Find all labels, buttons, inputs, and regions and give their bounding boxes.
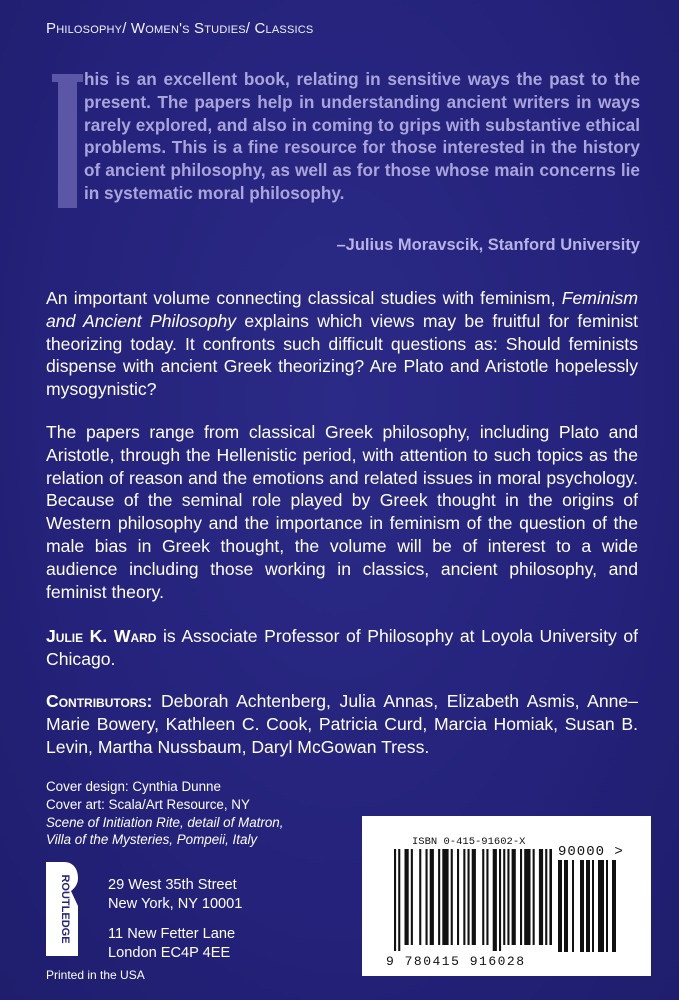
author-bio bbox=[46, 625, 638, 671]
barcode-bar bbox=[572, 860, 574, 952]
barcode-bar bbox=[598, 860, 604, 952]
contributors-names: Deborah Achtenberg, Julia Annas, Elizabeth Asmis, Anne–Marie Bowery, Kathleen C. Cook, Patricia Curd, Marcia Homiak, Susan B. Levin, Martha Nussbaum, Daryl McGowan Tress. bbox=[46, 691, 638, 757]
barcode-bar bbox=[545, 849, 547, 945]
barcode-bar bbox=[493, 849, 497, 951]
ean-barcode bbox=[394, 849, 552, 953]
contributors-label: Contributors: bbox=[46, 691, 153, 711]
cover-art-credit: Cover art: Scala/Art Resource, NY bbox=[46, 796, 250, 812]
address-line-3: 11 New Fetter Lane bbox=[108, 926, 236, 943]
barcode-bar bbox=[524, 849, 530, 945]
barcode-bar bbox=[451, 849, 453, 945]
address-line-4: London EC4P 4EE bbox=[108, 944, 231, 961]
description-paragraph-1 bbox=[46, 287, 638, 401]
addon-barcode bbox=[558, 860, 618, 952]
barcode-bar bbox=[398, 849, 400, 951]
barcode-bar bbox=[426, 849, 428, 945]
description-p1-start: An important volume connecting classical studies with feminism, bbox=[46, 288, 562, 308]
barcode-bar bbox=[533, 849, 535, 945]
barcode-bar bbox=[503, 849, 505, 945]
barcode-bar bbox=[486, 849, 488, 945]
printed-in-label: Printed in the USA bbox=[46, 968, 145, 982]
barcode-bar bbox=[394, 849, 396, 951]
barcode-bar bbox=[549, 849, 552, 945]
address-line-1: 29 West 35th Street bbox=[108, 877, 237, 893]
publisher-address bbox=[108, 876, 242, 962]
barcode-bar bbox=[457, 849, 459, 945]
barcode-panel bbox=[362, 816, 651, 976]
dropcap-t bbox=[58, 74, 77, 208]
barcode-bar bbox=[592, 860, 594, 952]
barcode-bar bbox=[612, 860, 616, 952]
barcode-bar bbox=[482, 849, 484, 945]
isbn-number: ISBN 0-415-91602-X bbox=[412, 836, 526, 848]
description-p1-rest: explains which views may be fruitful for feminist theorizing today. It confronts such difficult questions as: Should feminists dispense with ancient Greek theorizing? Are Plato and Aristotle hopelessly mysogynistic? bbox=[46, 310, 639, 400]
routledge-logo bbox=[40, 858, 84, 960]
description-paragraph-2: The papers range from classical Greek philosophy, including Plato and Aristotle, through the Hellenistic period, with attention to such topics as the relation of reason and the emotions and related issues in moral psychology. Because of the seminal role played by Greek thought in the origins of Western philosophy and the importance in feminism of the question of the male bias in Greek thought, the volume will be of interest to a wide audience including those working in classics, ancient philosophy, and feminist theory. bbox=[46, 422, 638, 602]
cover-design-credit: Cover design: Cynthia Dunne bbox=[46, 779, 221, 794]
barcode-bar bbox=[442, 849, 448, 945]
barcode-bar bbox=[580, 860, 584, 952]
cover-art-caption-2: Villa of the Mysteries, Pompeii, Italy bbox=[46, 832, 258, 848]
barcode-bar bbox=[512, 849, 516, 945]
barcode-bar bbox=[430, 849, 434, 945]
ean-digits: 9 780415 916028 bbox=[386, 954, 526, 969]
barcode-bar bbox=[558, 860, 562, 952]
author-bio-text: is Associate Professor of Philosophy at Loyola University of Chicago. bbox=[46, 626, 638, 669]
quote-attribution: –Julius Moravscik, Stanford University bbox=[336, 236, 640, 254]
barcode-bar bbox=[507, 849, 509, 945]
quote-text: his is an excellent book, relating in sensitive ways the past to the present. The papers help in understanding ancient writers in ways rarely explored, and also in coming to grips with substantive ethical problems. This is a fine resource for those interested in the history of ancient philosophy, as well as for those whose main concerns lie in systematic moral philosophy. bbox=[84, 69, 640, 203]
barcode-bar bbox=[520, 849, 522, 945]
barcode-bar bbox=[468, 849, 470, 945]
barcode-bar bbox=[472, 849, 476, 945]
barcode-bar bbox=[405, 849, 409, 945]
contributors bbox=[46, 690, 638, 758]
logo-text: ROUTLEDGE bbox=[59, 874, 71, 944]
barcode-bar bbox=[586, 860, 590, 952]
address-line-2: New York, NY 10001 bbox=[108, 895, 243, 912]
barcode-bar bbox=[419, 849, 421, 945]
category-label: Philosophy/ Women's Studies/ Classics bbox=[46, 20, 314, 37]
barcode-bar bbox=[564, 860, 568, 952]
author-name: Julie K. Ward bbox=[46, 626, 157, 646]
barcode-bar bbox=[539, 849, 543, 945]
barcode-bar bbox=[499, 849, 501, 951]
price-code: 90000 > bbox=[558, 844, 624, 860]
cover-art-caption-1: Scene of Initiation Rite, detail of Matron, bbox=[46, 814, 284, 830]
cover-credits bbox=[46, 778, 346, 849]
dropcap-t-bar bbox=[52, 74, 83, 82]
book-title: Feminism and Ancient Philosophy bbox=[46, 288, 638, 331]
barcode-bar bbox=[606, 860, 608, 952]
barcode-bar bbox=[463, 849, 465, 945]
barcode-bar bbox=[411, 849, 413, 945]
barcode-bar bbox=[438, 849, 440, 945]
